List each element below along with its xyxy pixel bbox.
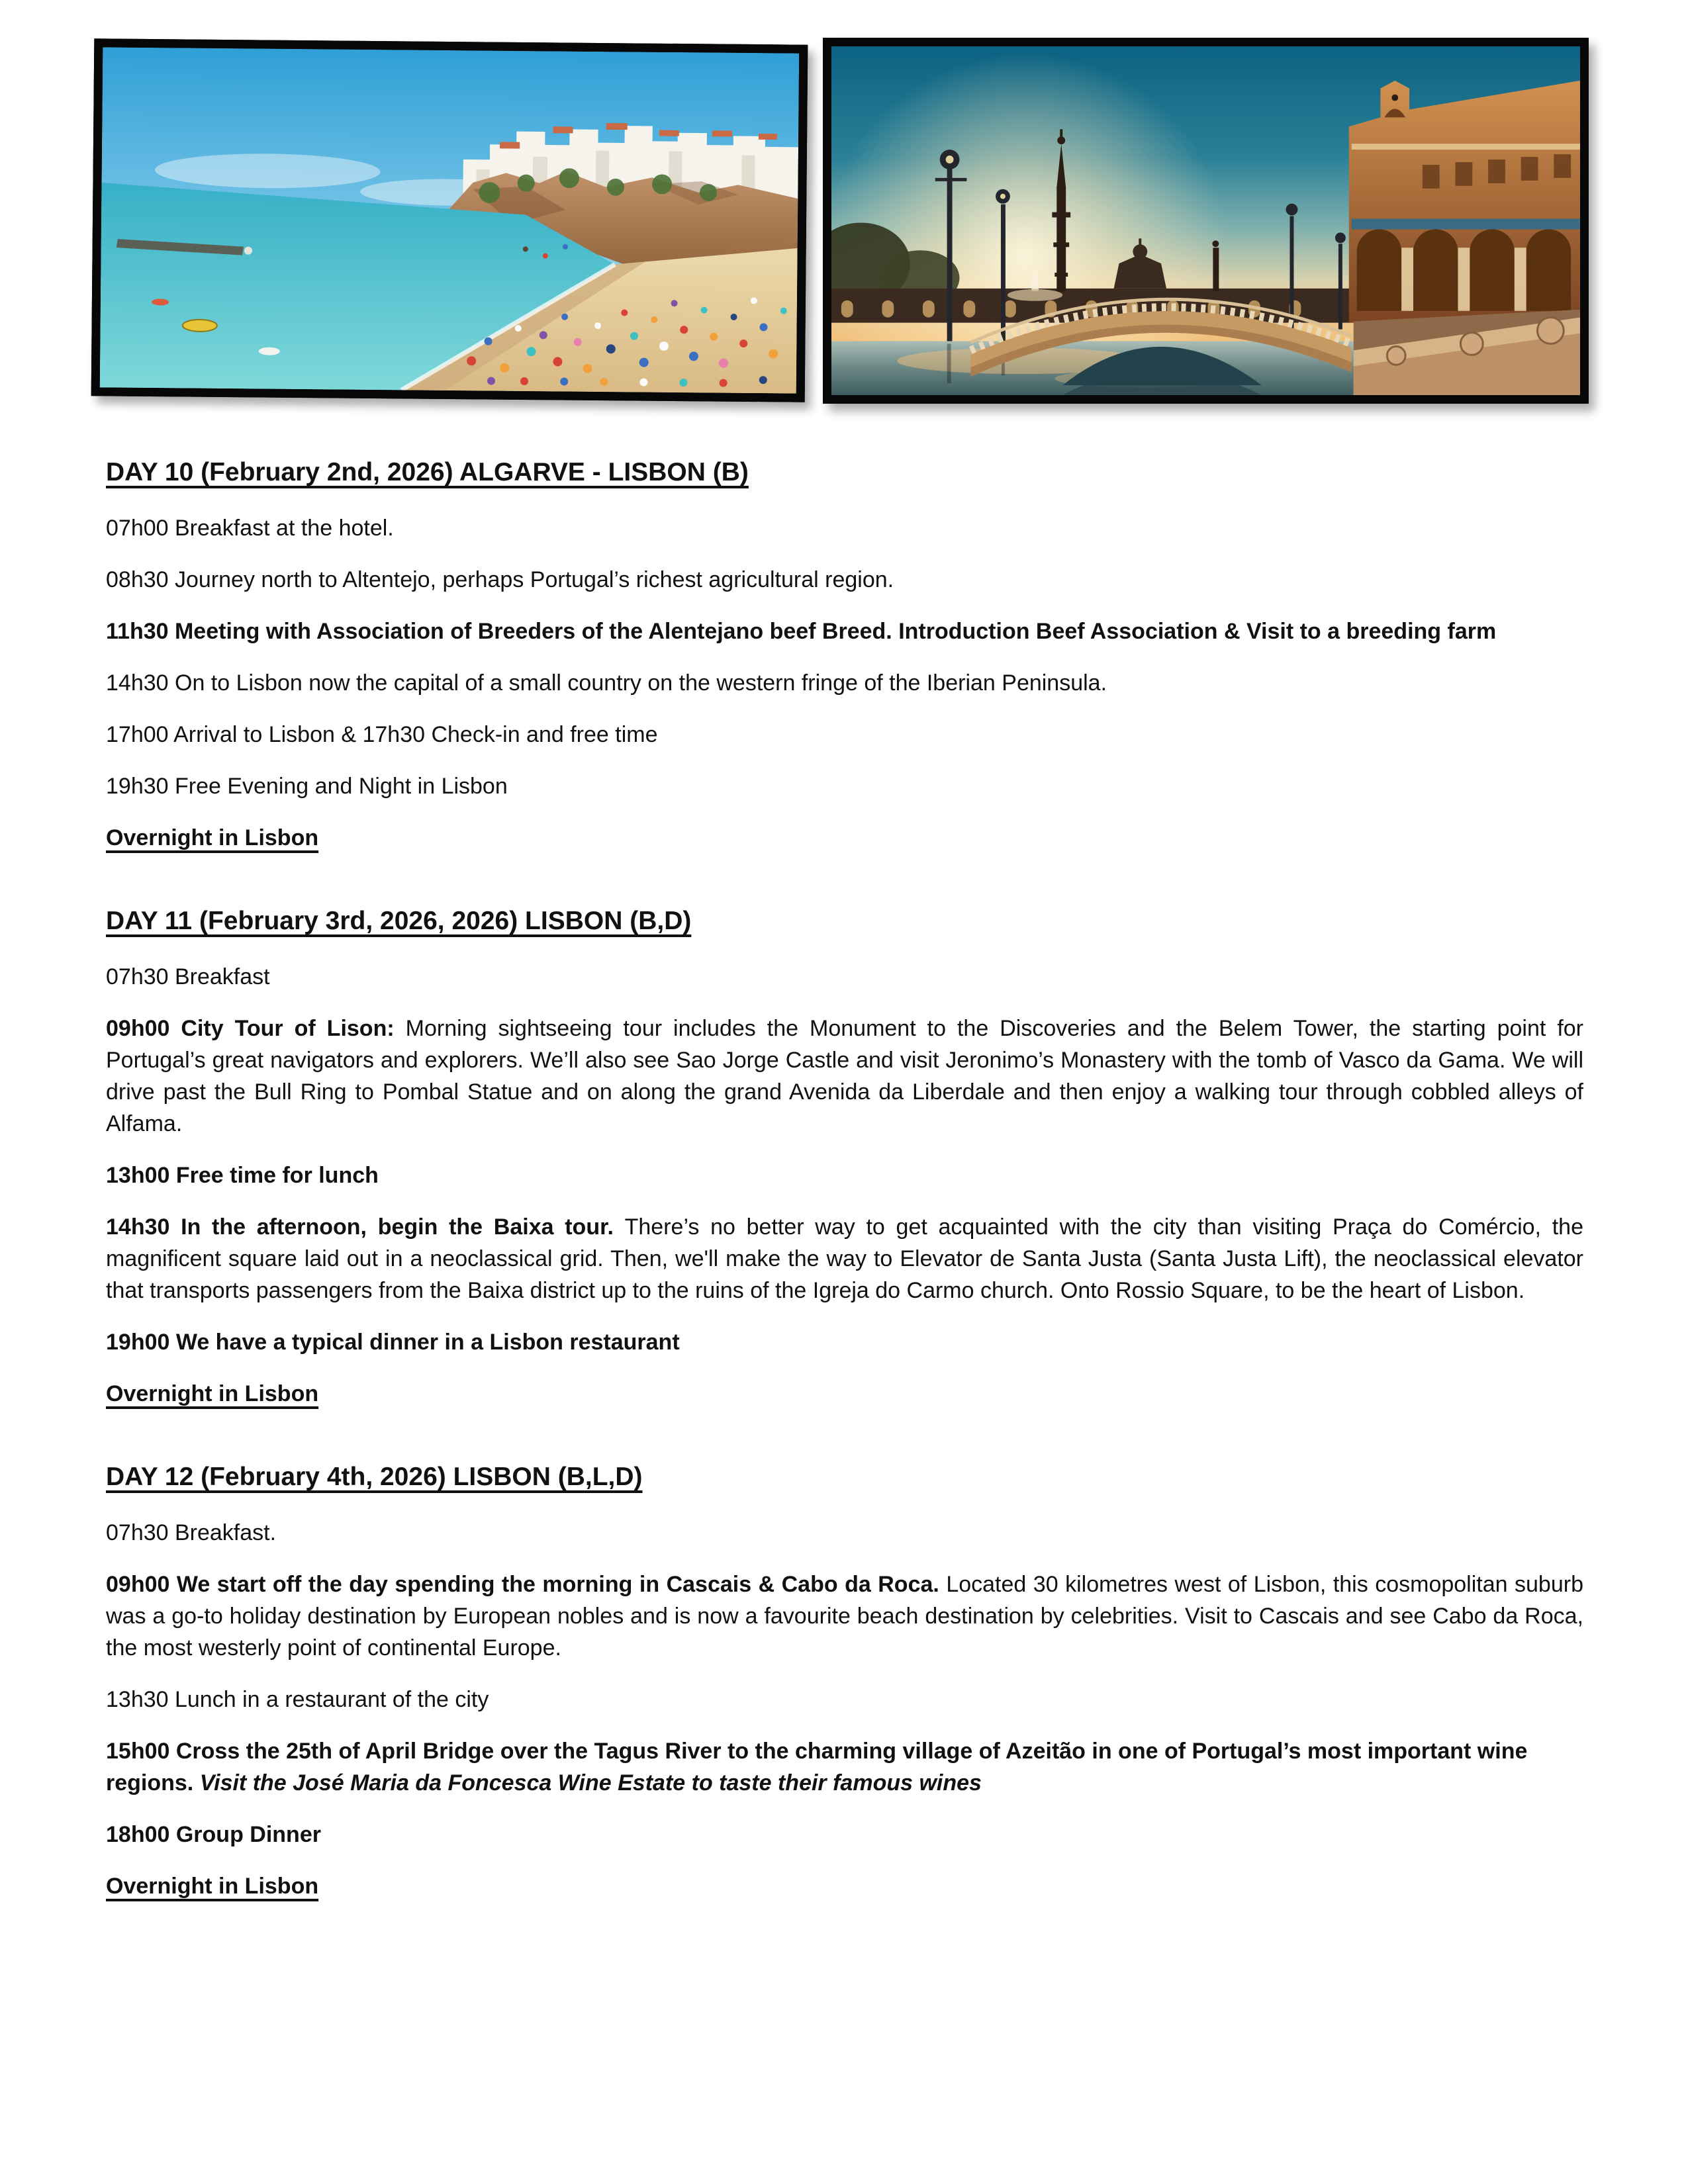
text-run: Located 30 kilometres west of Lisbon, this cosmopolitan suburb was a go-to holiday destination by European nobles and is now a favourite beach destination by celebrities. Visit to Cascais and see Cabo da Roca, the most westerly point of continental Europe. xyxy=(106,1572,1583,1661)
itinerary-paragraph xyxy=(106,1819,1583,1850)
algarve-beach-illustration xyxy=(100,47,799,393)
text-run: 18h00 Group Dinner xyxy=(106,1822,321,1847)
day-section xyxy=(106,904,1583,1410)
text-run: 17h00 Arrival to Lisbon & 17h30 Check-in and free time xyxy=(106,722,658,747)
algarve-beach-photo xyxy=(91,38,808,402)
itinerary-paragraph xyxy=(106,1735,1583,1799)
text-run: 07h00 Breakfast at the hotel. xyxy=(106,516,394,541)
text-run: Morning sightseeing tour includes the Monument to the Discoveries and the Belem Tower, the starting point for Portugal’s great navigators and explorers. We’ll also see Sao Jorge Castle and visit Jeronimo’s Monastery with the tomb of Vasco da Gama. We will drive past the Bull Ring to Pombal Statue and on along the grand Avenida da Liberdale and then enjoy a walking tour through cobbled alleys of Alfama. xyxy=(106,1016,1583,1136)
text-run: Overnight in Lisbon xyxy=(106,825,319,850)
itinerary xyxy=(106,455,1583,1922)
day-heading: DAY 10 (February 2nd, 2026) ALGARVE - LISBON (B) xyxy=(106,458,749,486)
text-run: 19h00 We have a typical dinner in a Lisbon restaurant xyxy=(106,1330,680,1355)
day-section xyxy=(106,455,1583,854)
text-run: 09h00 City Tour of Lison: xyxy=(106,1016,406,1041)
itinerary-paragraph xyxy=(106,1013,1583,1140)
itinerary-paragraph xyxy=(106,1569,1583,1664)
itinerary-paragraph xyxy=(106,564,1583,596)
plaza-sunset-illustration xyxy=(831,46,1580,395)
text-run: 08h30 Journey north to Altentejo, perhaps Portugal’s richest agricultural region. xyxy=(106,567,894,592)
itinerary-paragraph xyxy=(106,1160,1583,1191)
day-heading: DAY 11 (February 3rd, 2026, 2026) LISBON (B,D) xyxy=(106,907,692,935)
text-run: 09h00 We start off the day spending the morning in Cascais & Cabo da Roca. xyxy=(106,1572,947,1597)
text-run: 07h30 Breakfast xyxy=(106,964,270,989)
itinerary-paragraph xyxy=(106,1517,1583,1549)
text-run: 11h30 Meeting with Association of Breeders of the Alentejano beef Breed. Introduction Beef Association & Visit to a breeding farm xyxy=(106,619,1497,644)
text-run: Visit the José Maria da Foncesca Wine Estate to taste their famous wines xyxy=(199,1770,982,1796)
itinerary-paragraph xyxy=(106,1326,1583,1358)
day-section xyxy=(106,1460,1583,1902)
text-run: 13h00 Free time for lunch xyxy=(106,1163,379,1188)
itinerary-paragraph xyxy=(106,512,1583,544)
text-run: Overnight in Lisbon xyxy=(106,1381,319,1406)
itinerary-paragraph xyxy=(106,615,1583,647)
itinerary-paragraph xyxy=(106,1870,1583,1902)
text-run: 13h30 Lunch in a restaurant of the city xyxy=(106,1687,489,1712)
text-run: 14h30 In the afternoon, begin the Baixa tour. xyxy=(106,1214,625,1240)
text-run: 14h30 On to Lisbon now the capital of a small country on the western fringe of the Iberian Peninsula. xyxy=(106,670,1107,696)
plaza-sunset-photo xyxy=(823,38,1589,404)
text-run: 19h30 Free Evening and Night in Lisbon xyxy=(106,774,508,799)
itinerary-paragraph xyxy=(106,822,1583,854)
day-heading: DAY 12 (February 4th, 2026) LISBON (B,L,D) xyxy=(106,1463,643,1491)
itinerary-paragraph xyxy=(106,770,1583,802)
itinerary-paragraph xyxy=(106,667,1583,699)
itinerary-paragraph xyxy=(106,1211,1583,1306)
itinerary-paragraph xyxy=(106,719,1583,751)
itinerary-paragraph xyxy=(106,1378,1583,1410)
text-run: 07h30 Breakfast. xyxy=(106,1520,277,1545)
itinerary-paragraph xyxy=(106,1684,1583,1715)
text-run: Overnight in Lisbon xyxy=(106,1874,319,1899)
itinerary-paragraph xyxy=(106,961,1583,993)
text-run: 15h00 Cross the 25th of April Bridge over the Tagus River to the charming village of Azeitão in one of Portugal’s most important wine regions. xyxy=(106,1739,1528,1796)
text-run: There’s no better way to get acquainted with the city than visiting Praça do Comércio, the magnificent square laid out in a neoclassical grid. Then, we'll make the way to Elevator de Santa Justa (Santa Justa Lift), the neoclassical elevator that transports passengers from the Baixa district up to the ruins of the Igreja do Carmo church. Onto Rossio Square, to be the heart of Lisbon. xyxy=(106,1214,1583,1303)
